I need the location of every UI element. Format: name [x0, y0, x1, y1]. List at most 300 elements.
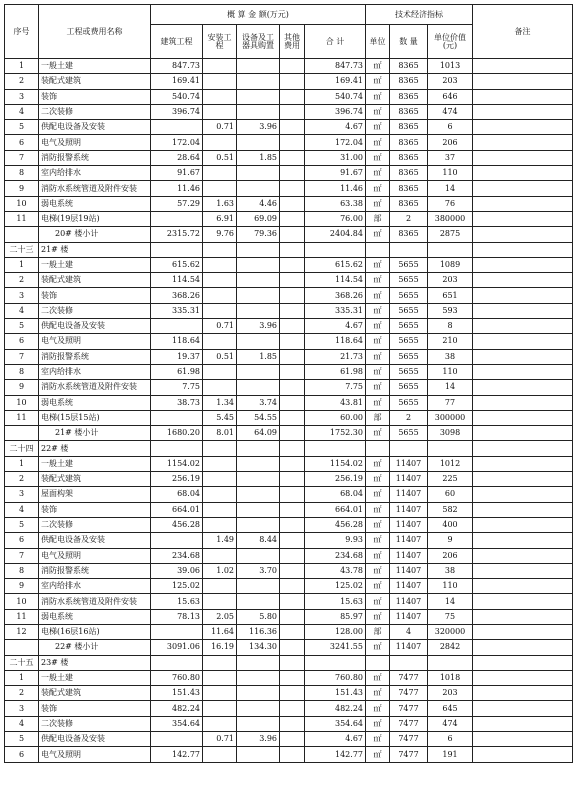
cell-total: 61.98 — [305, 364, 366, 379]
cell-other — [280, 227, 305, 242]
cell-equipment — [237, 716, 280, 731]
cell-total: 540.74 — [305, 89, 366, 104]
cell-no: 4 — [5, 716, 39, 731]
cell-unit: ㎡ — [366, 609, 390, 624]
cell-civil: 396.74 — [151, 104, 203, 119]
cell-unit-value: 582 — [428, 502, 473, 517]
cell-quantity: 11407 — [390, 487, 428, 502]
cell-total: 68.04 — [305, 487, 366, 502]
cell-other — [280, 487, 305, 502]
cell-equipment: 54.55 — [237, 410, 280, 425]
cell-civil: 68.04 — [151, 487, 203, 502]
cell-remark — [473, 319, 573, 334]
cell-install: 0.51 — [203, 349, 237, 364]
cell-quantity: 8365 — [390, 59, 428, 74]
cell-equipment — [237, 579, 280, 594]
cell-total — [305, 441, 366, 456]
cell-no: 9 — [5, 579, 39, 594]
cell-equipment — [237, 59, 280, 74]
cell-install: 9.76 — [203, 227, 237, 242]
cell-item-name: 弱电系统 — [39, 609, 151, 624]
cell-item-name: 消防水系统管道及附件安装 — [39, 380, 151, 395]
cell-no: 11 — [5, 410, 39, 425]
cell-remark — [473, 579, 573, 594]
cell-unit-value: 210 — [428, 334, 473, 349]
cell-item-name: 电气及照明 — [39, 747, 151, 762]
cell-item-name: 装配式建筑 — [39, 74, 151, 89]
cell-quantity: 5655 — [390, 273, 428, 288]
cell-equipment — [237, 548, 280, 563]
cell-civil: 11.46 — [151, 181, 203, 196]
cell-remark — [473, 487, 573, 502]
cell-total: 60.00 — [305, 410, 366, 425]
cell-civil — [151, 441, 203, 456]
subtotal-row — [5, 640, 573, 655]
cell-no: 2 — [5, 273, 39, 288]
cell-unit: ㎡ — [366, 456, 390, 471]
cell-unit: ㎡ — [366, 563, 390, 578]
cell-total: 664.01 — [305, 502, 366, 517]
cell-equipment: 5.80 — [237, 609, 280, 624]
cell-remark — [473, 502, 573, 517]
cell-item-name: 电气及照明 — [39, 334, 151, 349]
cell-equipment — [237, 502, 280, 517]
cell-unit-value: 206 — [428, 135, 473, 150]
cell-install — [203, 303, 237, 318]
cell-remark — [473, 242, 573, 257]
cell-other — [280, 686, 305, 701]
header-quantity: 数 量 — [390, 25, 428, 59]
cell-install — [203, 166, 237, 181]
cell-no: 二十四 — [5, 441, 39, 456]
cell-remark — [473, 563, 573, 578]
cell-no — [5, 426, 39, 441]
cell-equipment: 3.96 — [237, 120, 280, 135]
table-header — [5, 5, 573, 59]
cell-no: 6 — [5, 334, 39, 349]
table-row — [5, 701, 573, 716]
cell-total: 85.97 — [305, 609, 366, 624]
table-row — [5, 502, 573, 517]
cell-unit: ㎡ — [366, 104, 390, 119]
cell-civil: 368.26 — [151, 288, 203, 303]
table-row — [5, 319, 573, 334]
cell-no: 5 — [5, 120, 39, 135]
cell-total: 151.43 — [305, 686, 366, 701]
table-row — [5, 747, 573, 762]
table-row — [5, 716, 573, 731]
cell-total: 128.00 — [305, 624, 366, 639]
cell-total: 1752.30 — [305, 426, 366, 441]
cell-item-name: 电气及照明 — [39, 135, 151, 150]
cell-no: 3 — [5, 487, 39, 502]
cell-remark — [473, 594, 573, 609]
header-install: 安装工程 — [203, 25, 237, 59]
cell-unit: ㎡ — [366, 640, 390, 655]
cell-no: 5 — [5, 319, 39, 334]
cell-item-name: 电梯(19层19站) — [39, 211, 151, 226]
cell-remark — [473, 349, 573, 364]
cell-equipment — [237, 288, 280, 303]
cell-item-name: 二次装修 — [39, 716, 151, 731]
table-row — [5, 395, 573, 410]
cell-civil: 1154.02 — [151, 456, 203, 471]
cell-equipment — [237, 74, 280, 89]
cell-unit-value: 6 — [428, 732, 473, 747]
cell-civil — [151, 732, 203, 747]
cell-unit: ㎡ — [366, 59, 390, 74]
cell-install — [203, 59, 237, 74]
cell-install — [203, 441, 237, 456]
cell-quantity: 8365 — [390, 150, 428, 165]
cell-quantity: 11407 — [390, 594, 428, 609]
cell-quantity: 8365 — [390, 120, 428, 135]
cell-quantity — [390, 242, 428, 257]
cell-install — [203, 716, 237, 731]
cell-no: 2 — [5, 472, 39, 487]
cell-item-name: 22# 楼小计 — [39, 640, 151, 655]
cell-item-name: 21# 楼小计 — [39, 426, 151, 441]
cell-quantity — [390, 441, 428, 456]
cell-quantity: 8365 — [390, 89, 428, 104]
cell-unit-value: 110 — [428, 579, 473, 594]
cell-unit-value: 645 — [428, 701, 473, 716]
cell-unit-value: 651 — [428, 288, 473, 303]
cell-remark — [473, 211, 573, 226]
cell-no: 3 — [5, 89, 39, 104]
cell-no: 二十五 — [5, 655, 39, 670]
cell-other — [280, 747, 305, 762]
cell-unit: 部 — [366, 410, 390, 425]
cell-install — [203, 594, 237, 609]
cell-equipment: 8.44 — [237, 533, 280, 548]
cell-unit-value: 60 — [428, 487, 473, 502]
cell-remark — [473, 716, 573, 731]
cell-quantity: 5655 — [390, 426, 428, 441]
cell-no: 10 — [5, 594, 39, 609]
budget-estimate-table — [4, 4, 573, 763]
cell-install: 1.49 — [203, 533, 237, 548]
cell-unit-value: 14 — [428, 380, 473, 395]
table-row — [5, 257, 573, 272]
cell-civil: 1680.20 — [151, 426, 203, 441]
cell-other — [280, 211, 305, 226]
cell-equipment — [237, 166, 280, 181]
cell-unit-value: 1089 — [428, 257, 473, 272]
cell-other — [280, 181, 305, 196]
cell-equipment — [237, 701, 280, 716]
cell-civil: 91.67 — [151, 166, 203, 181]
cell-total: 1154.02 — [305, 456, 366, 471]
header-equipment: 设备及工器具购置 — [237, 25, 280, 59]
cell-item-name: 屋面构架 — [39, 487, 151, 502]
cell-equipment: 4.46 — [237, 196, 280, 211]
cell-civil: 142.77 — [151, 747, 203, 762]
cell-unit: ㎡ — [366, 594, 390, 609]
cell-install: 2.05 — [203, 609, 237, 624]
cell-quantity: 11407 — [390, 609, 428, 624]
cell-no: 9 — [5, 181, 39, 196]
cell-equipment — [237, 517, 280, 532]
cell-total: 172.04 — [305, 135, 366, 150]
header-tech-group: 技术经济指标 — [366, 5, 473, 25]
header-no: 序号 — [5, 5, 39, 59]
cell-civil: 335.31 — [151, 303, 203, 318]
cell-other — [280, 701, 305, 716]
cell-unit: ㎡ — [366, 579, 390, 594]
cell-install: 8.01 — [203, 426, 237, 441]
cell-other — [280, 380, 305, 395]
cell-equipment: 64.09 — [237, 426, 280, 441]
cell-other — [280, 732, 305, 747]
cell-equipment — [237, 380, 280, 395]
cell-unit-value: 2875 — [428, 227, 473, 242]
cell-total: 118.64 — [305, 334, 366, 349]
cell-install — [203, 487, 237, 502]
cell-equipment: 3.74 — [237, 395, 280, 410]
cell-total: 114.54 — [305, 273, 366, 288]
cell-unit-value — [428, 655, 473, 670]
cell-total: 21.73 — [305, 349, 366, 364]
cell-unit-value: 1012 — [428, 456, 473, 471]
cell-install — [203, 89, 237, 104]
cell-civil: 61.98 — [151, 364, 203, 379]
cell-civil: 28.64 — [151, 150, 203, 165]
cell-no: 6 — [5, 747, 39, 762]
cell-other — [280, 640, 305, 655]
cell-quantity: 11407 — [390, 579, 428, 594]
table-row — [5, 211, 573, 226]
table-body — [5, 59, 573, 763]
cell-other — [280, 502, 305, 517]
cell-unit: ㎡ — [366, 517, 390, 532]
cell-other — [280, 563, 305, 578]
cell-civil: 234.68 — [151, 548, 203, 563]
cell-item-name: 消防水系统管道及附件安装 — [39, 181, 151, 196]
cell-quantity: 8365 — [390, 104, 428, 119]
cell-no: 8 — [5, 364, 39, 379]
table-row — [5, 120, 573, 135]
cell-unit-value: 474 — [428, 104, 473, 119]
table-row — [5, 563, 573, 578]
cell-install: 5.45 — [203, 410, 237, 425]
cell-other — [280, 273, 305, 288]
table-row — [5, 196, 573, 211]
cell-unit: ㎡ — [366, 732, 390, 747]
cell-total: 335.31 — [305, 303, 366, 318]
cell-unit: 部 — [366, 211, 390, 226]
section-row — [5, 441, 573, 456]
cell-total: 760.80 — [305, 670, 366, 685]
subtotal-row — [5, 227, 573, 242]
cell-item-name: 弱电系统 — [39, 395, 151, 410]
cell-item-name: 弱电系统 — [39, 196, 151, 211]
cell-unit-value: 1013 — [428, 59, 473, 74]
cell-other — [280, 89, 305, 104]
cell-unit-value: 646 — [428, 89, 473, 104]
cell-total: 456.28 — [305, 517, 366, 532]
cell-total: 15.63 — [305, 594, 366, 609]
cell-civil: 38.73 — [151, 395, 203, 410]
cell-unit-value: 206 — [428, 548, 473, 563]
cell-no: 12 — [5, 624, 39, 639]
cell-civil: 256.19 — [151, 472, 203, 487]
cell-item-name: 二次装修 — [39, 104, 151, 119]
cell-no: 8 — [5, 563, 39, 578]
cell-other — [280, 655, 305, 670]
cell-install — [203, 181, 237, 196]
cell-total: 3241.55 — [305, 640, 366, 655]
table-row — [5, 624, 573, 639]
cell-other — [280, 135, 305, 150]
cell-total: 169.41 — [305, 74, 366, 89]
cell-item-name: 装配式建筑 — [39, 273, 151, 288]
cell-civil: 151.43 — [151, 686, 203, 701]
cell-item-name: 装饰 — [39, 502, 151, 517]
cell-item-name: 装饰 — [39, 288, 151, 303]
cell-remark — [473, 686, 573, 701]
cell-civil — [151, 624, 203, 639]
cell-quantity: 8365 — [390, 74, 428, 89]
cell-no: 4 — [5, 303, 39, 318]
cell-equipment — [237, 456, 280, 471]
cell-total — [305, 655, 366, 670]
cell-remark — [473, 380, 573, 395]
table-row — [5, 548, 573, 563]
table-row — [5, 533, 573, 548]
cell-item-name: 消防水系统管道及附件安装 — [39, 594, 151, 609]
table-row — [5, 288, 573, 303]
cell-total: 4.67 — [305, 732, 366, 747]
cell-other — [280, 166, 305, 181]
cell-equipment: 134.30 — [237, 640, 280, 655]
cell-quantity: 5655 — [390, 257, 428, 272]
cell-unit — [366, 441, 390, 456]
cell-remark — [473, 548, 573, 563]
cell-install — [203, 686, 237, 701]
header-unit-value: 单位价值(元) — [428, 25, 473, 59]
cell-total: 125.02 — [305, 579, 366, 594]
cell-unit: ㎡ — [366, 303, 390, 318]
cell-unit: ㎡ — [366, 181, 390, 196]
cell-unit: ㎡ — [366, 288, 390, 303]
cell-quantity: 7477 — [390, 670, 428, 685]
cell-quantity: 11407 — [390, 563, 428, 578]
cell-remark — [473, 624, 573, 639]
table-row — [5, 472, 573, 487]
cell-quantity: 8365 — [390, 166, 428, 181]
cell-civil: 540.74 — [151, 89, 203, 104]
cell-civil — [151, 319, 203, 334]
cell-total: 4.67 — [305, 319, 366, 334]
cell-quantity: 2 — [390, 410, 428, 425]
cell-no: 3 — [5, 701, 39, 716]
cell-unit-value: 400 — [428, 517, 473, 532]
cell-other — [280, 288, 305, 303]
cell-quantity: 2 — [390, 211, 428, 226]
cell-unit — [366, 242, 390, 257]
cell-install: 0.71 — [203, 319, 237, 334]
table-row — [5, 609, 573, 624]
cell-unit-value: 38 — [428, 349, 473, 364]
table-row — [5, 380, 573, 395]
cell-equipment — [237, 303, 280, 318]
table-row — [5, 670, 573, 685]
table-row — [5, 487, 573, 502]
cell-remark — [473, 104, 573, 119]
cell-quantity: 7477 — [390, 716, 428, 731]
cell-unit: ㎡ — [366, 349, 390, 364]
table-row — [5, 59, 573, 74]
cell-civil: 169.41 — [151, 74, 203, 89]
cell-civil: 2315.72 — [151, 227, 203, 242]
cell-quantity: 8365 — [390, 227, 428, 242]
cell-remark — [473, 74, 573, 89]
cell-install — [203, 334, 237, 349]
cell-remark — [473, 456, 573, 471]
cell-item-name: 电梯(16层16站) — [39, 624, 151, 639]
table-row — [5, 273, 573, 288]
cell-remark — [473, 89, 573, 104]
cell-total: 142.77 — [305, 747, 366, 762]
cell-unit-value: 37 — [428, 150, 473, 165]
cell-total: 7.75 — [305, 380, 366, 395]
cell-no — [5, 227, 39, 242]
cell-no: 7 — [5, 548, 39, 563]
cell-unit-value: 75 — [428, 609, 473, 624]
cell-civil — [151, 211, 203, 226]
cell-other — [280, 349, 305, 364]
cell-quantity: 8365 — [390, 196, 428, 211]
cell-install: 1.63 — [203, 196, 237, 211]
cell-install — [203, 273, 237, 288]
cell-unit: ㎡ — [366, 74, 390, 89]
cell-unit: ㎡ — [366, 273, 390, 288]
cell-unit: ㎡ — [366, 426, 390, 441]
cell-other — [280, 104, 305, 119]
cell-unit-value: 77 — [428, 395, 473, 410]
cell-other — [280, 594, 305, 609]
cell-remark — [473, 609, 573, 624]
cell-equipment — [237, 242, 280, 257]
cell-other — [280, 303, 305, 318]
cell-unit: ㎡ — [366, 120, 390, 135]
cell-unit-value: 225 — [428, 472, 473, 487]
header-unit: 单位 — [366, 25, 390, 59]
cell-other — [280, 120, 305, 135]
cell-no: 9 — [5, 380, 39, 395]
cell-quantity: 5655 — [390, 303, 428, 318]
cell-unit-value: 110 — [428, 166, 473, 181]
cell-unit-value: 6 — [428, 120, 473, 135]
cell-unit: 部 — [366, 624, 390, 639]
cell-unit-value: 38 — [428, 563, 473, 578]
cell-equipment — [237, 334, 280, 349]
cell-remark — [473, 533, 573, 548]
table-row — [5, 517, 573, 532]
cell-quantity: 11407 — [390, 472, 428, 487]
cell-item-name: 室内给排水 — [39, 364, 151, 379]
cell-remark — [473, 364, 573, 379]
cell-equipment: 116.36 — [237, 624, 280, 639]
cell-total: 234.68 — [305, 548, 366, 563]
cell-other — [280, 334, 305, 349]
cell-no: 6 — [5, 135, 39, 150]
table-row — [5, 74, 573, 89]
cell-no: 5 — [5, 732, 39, 747]
table-row — [5, 364, 573, 379]
cell-item-name: 一般土建 — [39, 59, 151, 74]
